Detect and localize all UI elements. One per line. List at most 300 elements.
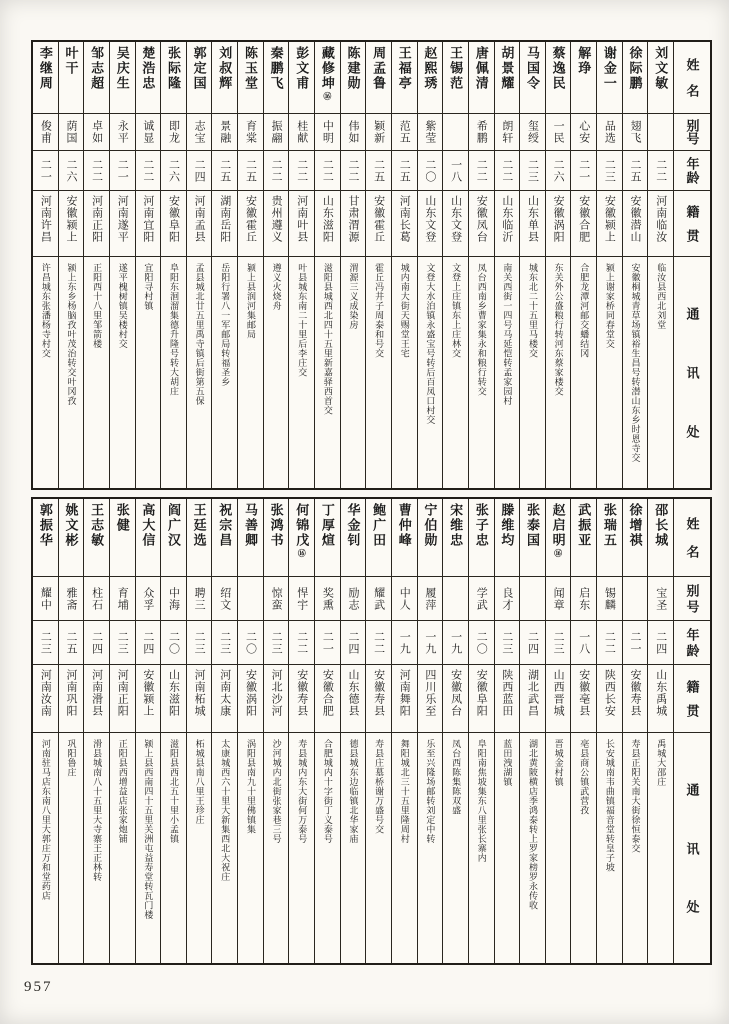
person-byname-cell: 众孚 — [136, 577, 161, 621]
person-name-cell — [315, 42, 340, 114]
person-name-cell — [136, 499, 161, 577]
person-column — [237, 499, 263, 963]
person-name: 张瑞五 — [601, 503, 617, 548]
person-origin-cell: 安徽合肥 — [571, 191, 596, 257]
person-name-cell — [33, 499, 58, 577]
person-column — [160, 499, 186, 963]
person-name-cell — [648, 42, 673, 114]
person-address-cell: 舞阳城北三十五里隆周村 — [399, 739, 410, 844]
person-name: 陈建勋 — [345, 46, 361, 91]
person-age-cell: 二二 — [469, 151, 494, 191]
person-name: 藏修坤 — [319, 46, 335, 91]
person-origin-cell: 河南正阳 — [110, 665, 135, 733]
page-number: 957 — [24, 979, 53, 995]
person-byname-cell: 惊蛮 — [264, 577, 289, 621]
person-name: 何锦戊 — [294, 503, 310, 548]
person-origin-cell: 河南孟县 — [187, 191, 212, 257]
person-column — [314, 42, 340, 488]
person-name-cell — [648, 499, 673, 577]
person-name-cell — [212, 42, 237, 114]
person-name: 张健 — [114, 503, 130, 533]
person-origin-cell: 贵州遵义 — [264, 191, 289, 257]
person-byname-cell: 耀武 — [366, 577, 391, 621]
person-address-cell: 正阳西十八里邹箭楼 — [92, 263, 103, 349]
person-age-cell: 一八 — [571, 621, 596, 665]
person-byname-cell: 中海 — [161, 577, 186, 621]
person-address-cell: 颍上谢家桥同春堂交 — [604, 263, 615, 349]
person-byname-cell: 履萍 — [418, 577, 443, 621]
person-origin-cell: 安徽寿县 — [623, 665, 648, 733]
person-column — [391, 42, 417, 488]
person-column — [135, 42, 161, 488]
person-name-cell — [443, 499, 468, 577]
person-column — [442, 42, 468, 488]
person-name-cell — [341, 499, 366, 577]
person-name: 高大信 — [140, 503, 156, 548]
person-byname-cell — [238, 577, 263, 621]
person-address-cell: 颍上县润河集邮局 — [245, 263, 256, 339]
person-byname-cell: 良才 — [495, 577, 520, 621]
person-name: 赵启明 — [550, 503, 566, 548]
person-address-cell: 蓝田洩湖镇 — [502, 739, 513, 787]
person-origin-cell: 山东单县 — [520, 191, 545, 257]
person-name-cell — [366, 499, 391, 577]
person-byname-cell: 景融 — [212, 114, 237, 151]
person-column — [468, 499, 494, 963]
person-origin-cell: 安徽亳县 — [571, 665, 596, 733]
person-address-cell: 正阳县西增益店张家炮铺 — [117, 739, 128, 844]
person-column — [58, 499, 84, 963]
person-byname-cell: 中明 — [315, 114, 340, 151]
person-column — [186, 42, 212, 488]
person-origin-cell: 河南正阳 — [84, 191, 109, 257]
person-address-cell: 长安城南韦曲镇福音堂转皇子坡 — [604, 739, 615, 872]
person-name: 秦鹏飞 — [268, 46, 284, 91]
person-address-cell: 寿县城内东大街何万泰号 — [297, 739, 308, 844]
person-origin-cell: 山东滋阳 — [161, 665, 186, 733]
person-column — [211, 499, 237, 963]
person-name-cell — [469, 42, 494, 114]
person-address-cell: 亳县商公镇武营孜 — [579, 739, 590, 815]
person-age-cell: 二〇 — [161, 621, 186, 665]
person-name-cell — [289, 42, 314, 114]
person-origin-cell: 山东德县 — [341, 665, 366, 733]
person-name: 郭振华 — [37, 503, 53, 548]
person-column — [570, 499, 596, 963]
person-name-cell — [392, 499, 417, 577]
person-age-cell: 二五 — [212, 151, 237, 191]
person-byname-cell: 柱石 — [84, 577, 109, 621]
person-byname-cell: 永平 — [110, 114, 135, 151]
person-address-cell: 滋阳县城西北四十五里新嘉驿西首交 — [322, 263, 333, 415]
person-column — [545, 42, 571, 488]
person-name: 马国令 — [524, 46, 540, 91]
person-origin-cell: 河南汝南 — [33, 665, 58, 733]
person-address-cell: 宜阳寻村镇 — [143, 263, 154, 311]
person-name: 王锡范 — [448, 46, 464, 91]
person-name: 吴庆生 — [114, 46, 130, 91]
person-byname-cell — [520, 577, 545, 621]
person-column — [83, 42, 109, 488]
person-name: 陈玉堂 — [242, 46, 258, 91]
person-byname-cell: 聘三 — [187, 577, 212, 621]
person-byname-cell — [648, 114, 673, 151]
person-age-cell: 二二 — [289, 621, 314, 665]
person-name-cell — [469, 499, 494, 577]
person-byname-cell: 范五 — [392, 114, 417, 151]
person-age-cell: 二三 — [33, 621, 58, 665]
person-age-cell: 二〇 — [418, 151, 443, 191]
person-column — [417, 42, 443, 488]
person-origin-cell: 安徽霍丘 — [366, 191, 391, 257]
person-origin-cell: 河南长葛 — [392, 191, 417, 257]
person-name: 祝宗昌 — [217, 503, 233, 548]
person-byname-cell: 锡麟 — [597, 577, 622, 621]
person-origin-cell: 河南遂平 — [110, 191, 135, 257]
person-origin-cell: 安徽凤台 — [443, 665, 468, 733]
person-name: 徐增祺 — [627, 503, 643, 548]
person-address-cell: 东关外公盛粮行转河东蔡家楼交 — [553, 263, 564, 396]
person-byname-cell: 伟如 — [341, 114, 366, 151]
person-age-cell: 二四 — [341, 621, 366, 665]
person-name-cell — [187, 42, 212, 114]
person-age-cell: 二三 — [495, 621, 520, 665]
person-column — [647, 499, 673, 963]
person-name: 徐际鹏 — [627, 46, 643, 91]
person-byname-cell: 诚显 — [136, 114, 161, 151]
person-column — [545, 499, 571, 963]
person-age-cell: 二四 — [648, 621, 673, 665]
person-name-cell — [520, 42, 545, 114]
person-age-cell: 二二 — [84, 151, 109, 191]
person-byname-cell: 育埔 — [110, 577, 135, 621]
person-origin-cell: 山东滋阳 — [315, 191, 340, 257]
person-address-cell: 临汝县西北刘堂 — [656, 263, 667, 330]
person-origin-cell: 安徽寿县 — [366, 665, 391, 733]
person-byname-cell: 闻章 — [546, 577, 571, 621]
person-age-cell: 二二 — [264, 151, 289, 191]
person-column — [468, 42, 494, 488]
person-name-cell — [238, 499, 263, 577]
person-address-cell: 滑县城南八十五里大寺寨王正林转 — [92, 739, 103, 882]
person-column — [135, 499, 161, 963]
person-column — [160, 42, 186, 488]
person-age-cell: 二四 — [187, 151, 212, 191]
person-name-cell — [418, 499, 443, 577]
person-address-cell: 许昌城东张潘杨寺村交 — [40, 263, 51, 358]
person-age-cell: 二三 — [264, 621, 289, 665]
person-address-cell: 文登大水泊镇永盛宝号转后百凤口村交 — [425, 263, 436, 425]
person-name-cell — [264, 499, 289, 577]
person-age-cell: 一九 — [392, 621, 417, 665]
person-name-cell — [187, 499, 212, 577]
person-age-cell: 二二 — [315, 151, 340, 191]
person-byname-cell: 宝圣 — [648, 577, 673, 621]
person-address-cell: 寿县正阳关南大街徐恒泰交 — [630, 739, 641, 853]
person-name-cell — [571, 499, 596, 577]
person-address-cell: 禹城大邵庄 — [656, 739, 667, 787]
header-age-label: 年 龄 — [674, 151, 710, 191]
person-byname-cell: 振翮 — [264, 114, 289, 151]
header-column — [673, 42, 710, 488]
person-name-cell — [623, 42, 648, 114]
person-name-cell — [443, 42, 468, 114]
person-origin-cell: 山东临沂 — [495, 191, 520, 257]
person-address-cell: 凤台西南乡曹家集永和粮行转交 — [476, 263, 487, 396]
person-age-cell: 二一 — [110, 151, 135, 191]
person-address-cell: 沙河城内北街张家巷三号 — [271, 739, 282, 844]
person-origin-cell: 安徽涡阳 — [546, 191, 571, 257]
person-age-cell: 二五 — [623, 151, 648, 191]
person-origin-cell: 河南舞阳 — [392, 665, 417, 733]
person-origin-cell: 安徽霍丘 — [238, 191, 263, 257]
person-address-cell: 柘城县南八里王珍庄 — [194, 739, 205, 825]
person-address-cell: 岳阳行署八一军邮局转福圣乡 — [220, 263, 231, 387]
person-age-cell: 二四 — [84, 621, 109, 665]
person-name: 邵长城 — [653, 503, 669, 548]
person-age-cell: 二三 — [520, 151, 545, 191]
person-byname-cell: 朗轩 — [495, 114, 520, 151]
person-name-cell — [59, 499, 84, 577]
person-name: 阎广汉 — [166, 503, 182, 548]
person-name: 宋维忠 — [448, 503, 464, 548]
person-column — [340, 499, 366, 963]
person-name-cell — [161, 499, 186, 577]
person-name: 宁伯勋 — [422, 503, 438, 548]
person-name: 王福亭 — [396, 46, 412, 91]
person-column — [314, 499, 340, 963]
person-name: 刘叔辉 — [217, 46, 233, 91]
person-address-cell: 凤台西陈集陈双盛 — [451, 739, 462, 815]
person-name: 赵熙琇 — [422, 46, 438, 91]
person-name: 武振亚 — [576, 503, 592, 548]
header-column — [673, 499, 710, 963]
person-age-cell: 二六 — [59, 151, 84, 191]
person-name-cell — [495, 499, 520, 577]
person-byname-cell: 雅斋 — [59, 577, 84, 621]
header-name-label: 姓 名 — [674, 499, 710, 577]
person-byname-cell: 翅飞 — [623, 114, 648, 151]
person-byname-cell: 启东 — [571, 577, 596, 621]
person-name-cell — [546, 499, 571, 577]
person-name: 解琤 — [576, 46, 592, 76]
person-name: 鲍广田 — [371, 503, 387, 548]
person-name-cell — [520, 499, 545, 577]
person-column — [33, 499, 58, 963]
person-byname-cell: 希鹏 — [469, 114, 494, 151]
person-column — [237, 42, 263, 488]
person-name: 丁厚煊 — [319, 503, 335, 548]
person-age-cell: 二二 — [648, 151, 673, 191]
person-name: 谢金一 — [601, 46, 617, 91]
person-column — [519, 499, 545, 963]
person-name: 刘文敏 — [653, 46, 669, 91]
person-name-cell — [33, 42, 58, 114]
person-column — [58, 42, 84, 488]
header-age-label: 年 龄 — [674, 621, 710, 665]
person-age-cell: 二三 — [110, 621, 135, 665]
person-age-cell: 二六 — [161, 151, 186, 191]
person-origin-cell: 山东文登 — [443, 191, 468, 257]
person-byname-cell: 即龙 — [161, 114, 186, 151]
person-age-cell: 二四 — [136, 621, 161, 665]
person-address-cell: 晋城金村镇 — [553, 739, 564, 787]
person-name-cell — [84, 42, 109, 114]
person-name-cell — [161, 42, 186, 114]
person-byname-cell: 耀中 — [33, 577, 58, 621]
person-name: 王志敏 — [89, 503, 105, 548]
person-origin-cell: 河南叶县 — [289, 191, 314, 257]
person-column — [391, 499, 417, 963]
person-origin-cell: 安徽颍上 — [59, 191, 84, 257]
person-address-cell: 颍上县西南四十五里关洲屯益寿堂转瓦门楼 — [143, 739, 154, 920]
person-address-cell: 城内南大街天赐堂王宅 — [399, 263, 410, 358]
person-name: 唐佩清 — [473, 46, 489, 91]
person-address-cell: 叶县城东南二十里后李庄交 — [297, 263, 308, 377]
person-origin-cell: 甘肃渭源 — [341, 191, 366, 257]
person-name-cell — [110, 499, 135, 577]
person-byname-cell: 学武 — [469, 577, 494, 621]
person-age-cell: 二三 — [212, 621, 237, 665]
person-age-cell: 二五 — [59, 621, 84, 665]
person-name-cell — [418, 42, 443, 114]
person-byname-cell: 悍宇 — [289, 577, 314, 621]
person-byname-cell — [443, 577, 468, 621]
person-age-cell: 二五 — [392, 151, 417, 191]
person-address-cell: 寿县庄墓桥谢万盛号交 — [374, 739, 385, 834]
person-origin-cell: 陕西长安 — [597, 665, 622, 733]
lower-roster-table — [31, 497, 712, 965]
person-origin-cell: 河南柘城 — [187, 665, 212, 733]
person-address-cell: 城东北二十五里马楼交 — [527, 263, 538, 358]
person-byname-cell: 颖新 — [366, 114, 391, 151]
person-name: 张泰国 — [524, 503, 540, 548]
person-name-cell — [597, 499, 622, 577]
person-age-cell: 二〇 — [469, 621, 494, 665]
person-address-cell: 涡阳县南九十里佛镇集 — [245, 739, 256, 834]
person-name: 华金钊 — [345, 503, 361, 548]
person-age-cell: 二一 — [623, 621, 648, 665]
person-byname-cell: 一民 — [546, 114, 571, 151]
person-age-cell: 一九 — [443, 621, 468, 665]
person-name: 楚浩忠 — [140, 46, 156, 91]
person-origin-cell: 河南临汝 — [648, 191, 673, 257]
person-column — [263, 499, 289, 963]
person-age-cell: 二〇 — [238, 621, 263, 665]
person-byname-cell: 心安 — [571, 114, 596, 151]
person-age-cell: 二三 — [187, 621, 212, 665]
person-origin-cell: 河南滑县 — [84, 665, 109, 733]
person-address-cell: 颍上东乡杨脑孜叶茂治转交叶冈孜 — [66, 263, 77, 406]
person-age-cell: 二二 — [366, 621, 391, 665]
person-address-cell: 滋阳县西北五十里小孟镇 — [169, 739, 180, 844]
person-address-cell: 阜阳东洄溜集德升隆号转大胡庄 — [169, 263, 180, 396]
person-name: 彭文甫 — [294, 46, 310, 91]
person-byname-cell: 育棠 — [238, 114, 263, 151]
person-column — [365, 499, 391, 963]
person-byname-cell: 中人 — [392, 577, 417, 621]
person-address-cell: 河南驻马店东南八里大郭庄万和堂药店 — [40, 739, 51, 901]
person-name: 蔡逸民 — [550, 46, 566, 91]
person-age-cell: 二一 — [315, 621, 340, 665]
person-name-cell — [571, 42, 596, 114]
person-origin-cell: 河南许昌 — [33, 191, 58, 257]
person-age-cell: 二三 — [597, 151, 622, 191]
person-origin-cell: 安徽阜阳 — [469, 665, 494, 733]
person-name-cell — [84, 499, 109, 577]
person-origin-cell: 安徽凤台 — [469, 191, 494, 257]
person-byname-cell: 绍文 — [212, 577, 237, 621]
person-origin-cell: 安徽合肥 — [315, 665, 340, 733]
person-name-cell — [341, 42, 366, 114]
person-address-cell: 霍丘冯井子周泰和号交 — [374, 263, 385, 358]
person-column — [288, 42, 314, 488]
person-name: 邹志超 — [89, 46, 105, 91]
person-column — [83, 499, 109, 963]
person-age-cell: 二一 — [33, 151, 58, 191]
person-name-cell — [623, 499, 648, 577]
person-origin-cell: 湖北武昌 — [520, 665, 545, 733]
person-name: 张际隆 — [166, 46, 182, 91]
person-name: 曹仲峰 — [396, 503, 412, 548]
person-origin-cell: 山东文登 — [418, 191, 443, 257]
person-byname-cell: 励志 — [341, 577, 366, 621]
person-byname-cell: 志宝 — [187, 114, 212, 151]
person-column — [622, 42, 648, 488]
person-address-cell: 合肥城内十字街丁义泰号 — [322, 739, 333, 844]
person-name-cell — [289, 499, 314, 577]
person-address-cell: 文登上庄镇东上庄林交 — [451, 263, 462, 358]
person-name: 郭定国 — [191, 46, 207, 91]
header-address-label: 通 讯 处 — [684, 307, 700, 438]
person-age-cell: 二二 — [136, 151, 161, 191]
person-byname-cell: 品选 — [597, 114, 622, 151]
header-name-label: 姓 名 — [674, 42, 710, 114]
person-column — [109, 42, 135, 488]
person-origin-cell: 安徽寿县 — [289, 665, 314, 733]
person-column — [494, 42, 520, 488]
person-address-cell: 乐至兴隆场邮转刘定中转 — [425, 739, 436, 844]
person-address-cell: 孟县城北廿五里禹寺镇后街第五保 — [194, 263, 205, 406]
person-column — [365, 42, 391, 488]
person-origin-cell: 安徽涡阳 — [238, 665, 263, 733]
person-name-cell — [264, 42, 289, 114]
person-age-cell: 二二 — [597, 621, 622, 665]
header-address-label: 通 讯 处 — [684, 782, 700, 914]
person-origin-cell: 安徽潜山 — [623, 191, 648, 257]
person-age-cell: 二六 — [546, 151, 571, 191]
person-age-cell: 二二 — [495, 151, 520, 191]
class-mark: ⑯ — [322, 92, 332, 100]
person-column — [494, 499, 520, 963]
person-origin-cell: 陕西蓝田 — [495, 665, 520, 733]
person-name: 李继周 — [37, 46, 53, 91]
person-name-cell — [315, 499, 340, 577]
person-name: 胡景耀 — [499, 46, 515, 91]
person-address-cell: 渭源三义成染房 — [348, 263, 359, 330]
person-name-cell — [59, 42, 84, 114]
person-name-cell — [110, 42, 135, 114]
person-byname-cell: 卓如 — [84, 114, 109, 151]
person-age-cell: 一九 — [418, 621, 443, 665]
person-column — [263, 42, 289, 488]
person-name-cell — [495, 42, 520, 114]
person-address-cell: 遂平槐树镇吴楼村交 — [117, 263, 128, 349]
person-column — [596, 42, 622, 488]
person-byname-cell: 紫莹 — [418, 114, 443, 151]
person-column — [570, 42, 596, 488]
header-byname-label: 别 号 — [674, 114, 710, 151]
